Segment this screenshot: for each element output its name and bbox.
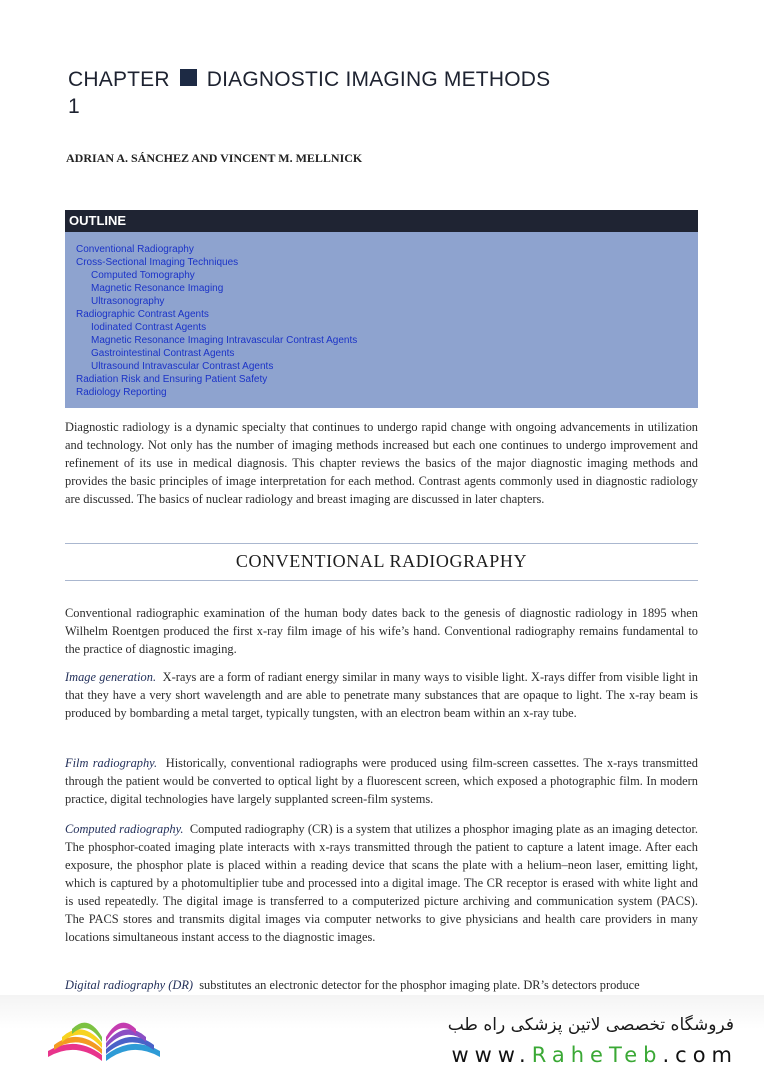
outline-link[interactable]: Radiology Reporting <box>76 387 167 398</box>
outline-link[interactable]: Ultrasound Intravascular Contrast Agents <box>91 361 274 372</box>
paragraph-lead: Image generation. <box>65 670 157 684</box>
url-brand: RaheTeb <box>531 1043 663 1067</box>
paragraph-text: Conventional radiographic examination of the human body dates back to the genesis of diagnostic radiology in 1895 when Wilhelm Roentgen produced the first x-ray film image of his wife’s hand. Conventional radiography remains fundamental to the practice of diagnostic imaging. <box>65 606 698 656</box>
paragraph-lead: Digital radiography (DR) <box>65 978 194 992</box>
chapter-number: 1 <box>68 95 80 118</box>
url-suffix: .com <box>662 1043 738 1067</box>
outline-link[interactable]: Computed Tomography <box>91 270 195 281</box>
outline-link[interactable]: Iodinated Contrast Agents <box>91 322 207 333</box>
outline-header: OUTLINE <box>65 210 698 232</box>
paragraph-lead: Film radiography. <box>65 756 158 770</box>
paragraph <box>65 604 698 658</box>
outline-link[interactable]: Conventional Radiography <box>76 244 194 255</box>
outline-link[interactable]: Radiographic Contrast Agents <box>76 309 209 320</box>
paragraph <box>65 668 698 722</box>
url-prefix: www. <box>451 1043 532 1067</box>
paragraph-text: X-rays are a form of radiant energy similar in many ways to visible light. X-rays differ from visible light in that they have a very short wavelength and are able to penetrate many substances that are opaque to light. The x-ray beam is produced by bombarding a metal target, typically tungsten, with an electron beam within an x-ray tube. <box>65 670 698 720</box>
paragraph-lead: Computed radiography. <box>65 822 184 836</box>
open-book-logo-icon <box>40 1007 168 1067</box>
paragraph <box>65 754 698 808</box>
outline-link[interactable]: Magnetic Resonance Imaging Intravascular Contrast Agents <box>91 335 358 346</box>
chapter-prefix: CHAPTER <box>68 68 170 91</box>
outline-link[interactable]: Radiation Risk and Ensuring Patient Safety <box>76 374 268 385</box>
authors: ADRIAN A. SÁNCHEZ AND VINCENT M. MELLNICK <box>66 151 363 165</box>
store-name: فروشگاه تخصصی لاتین پزشکی راه طب <box>447 1015 734 1035</box>
section-title: CONVENTIONAL RADIOGRAPHY <box>235 551 528 571</box>
watermark-footer <box>0 995 764 1080</box>
store-url <box>451 1043 738 1067</box>
paragraph-text: Computed radiography (CR) is a system that utilizes a phosphor imaging plate as an imaging detector. The phosphor-coated imaging plate interacts with x-rays transmitted through the patient to capture a latent image. After each exposure, the phosphor plate is placed within a reading device that scans the plate with a helium–neon laser, emitting light, which is captured by a photomultiplier tube and processed into a digital image. The CR receptor is erased with white light and is used repeatedly. The digital image is transferred to a computerized picture archiving and communication system (PACS). The PACS stores and transmits digital images via computer networks to give physicians and health care providers in many locations simultaneous instant access to the diagnostic images. <box>65 822 698 944</box>
outline-list <box>65 232 698 408</box>
intro-paragraph: Diagnostic radiology is a dynamic specialty that continues to undergo rapid change with ongoing advancements in utilization and technology. Not only has the number of imaging methods increased but each one continues to undergo improvement and refinement of its use in medical diagnosis. This chapter reviews the basics of the major diagnostic imaging methods and provides the basic principles of image interpretation for each method. Contrast agents commonly used in diagnostic radiology are discussed. The basics of nuclear radiology and breast imaging are discussed in later chapters. <box>65 420 698 506</box>
section-rule-bottom <box>65 580 698 581</box>
paragraph-text: Historically, conventional radiographs were produced using film-screen cassettes. The x-rays transmitted through the patient would be converted to optical light by a fluorescent screen, which exposed a photographic film. In modern practice, digital technologies have largely supplanted screen-film systems. <box>65 756 698 806</box>
outline-link[interactable]: Gastrointestinal Contrast Agents <box>91 348 235 359</box>
outline-link[interactable]: Cross-Sectional Imaging Techniques <box>76 257 239 268</box>
chapter-square-icon <box>180 69 197 86</box>
paragraph-text: substitutes an electronic detector for the phosphor imaging plate. DR’s detectors produce <box>199 978 640 992</box>
paragraph <box>65 976 698 994</box>
section-rule-top <box>65 543 698 544</box>
outline-link[interactable]: Magnetic Resonance Imaging <box>91 283 224 294</box>
paragraph <box>65 820 698 946</box>
chapter-title: DIAGNOSTIC IMAGING METHODS <box>206 68 551 91</box>
chapter-heading <box>68 66 668 120</box>
outline-link[interactable]: Ultrasonography <box>91 296 165 307</box>
